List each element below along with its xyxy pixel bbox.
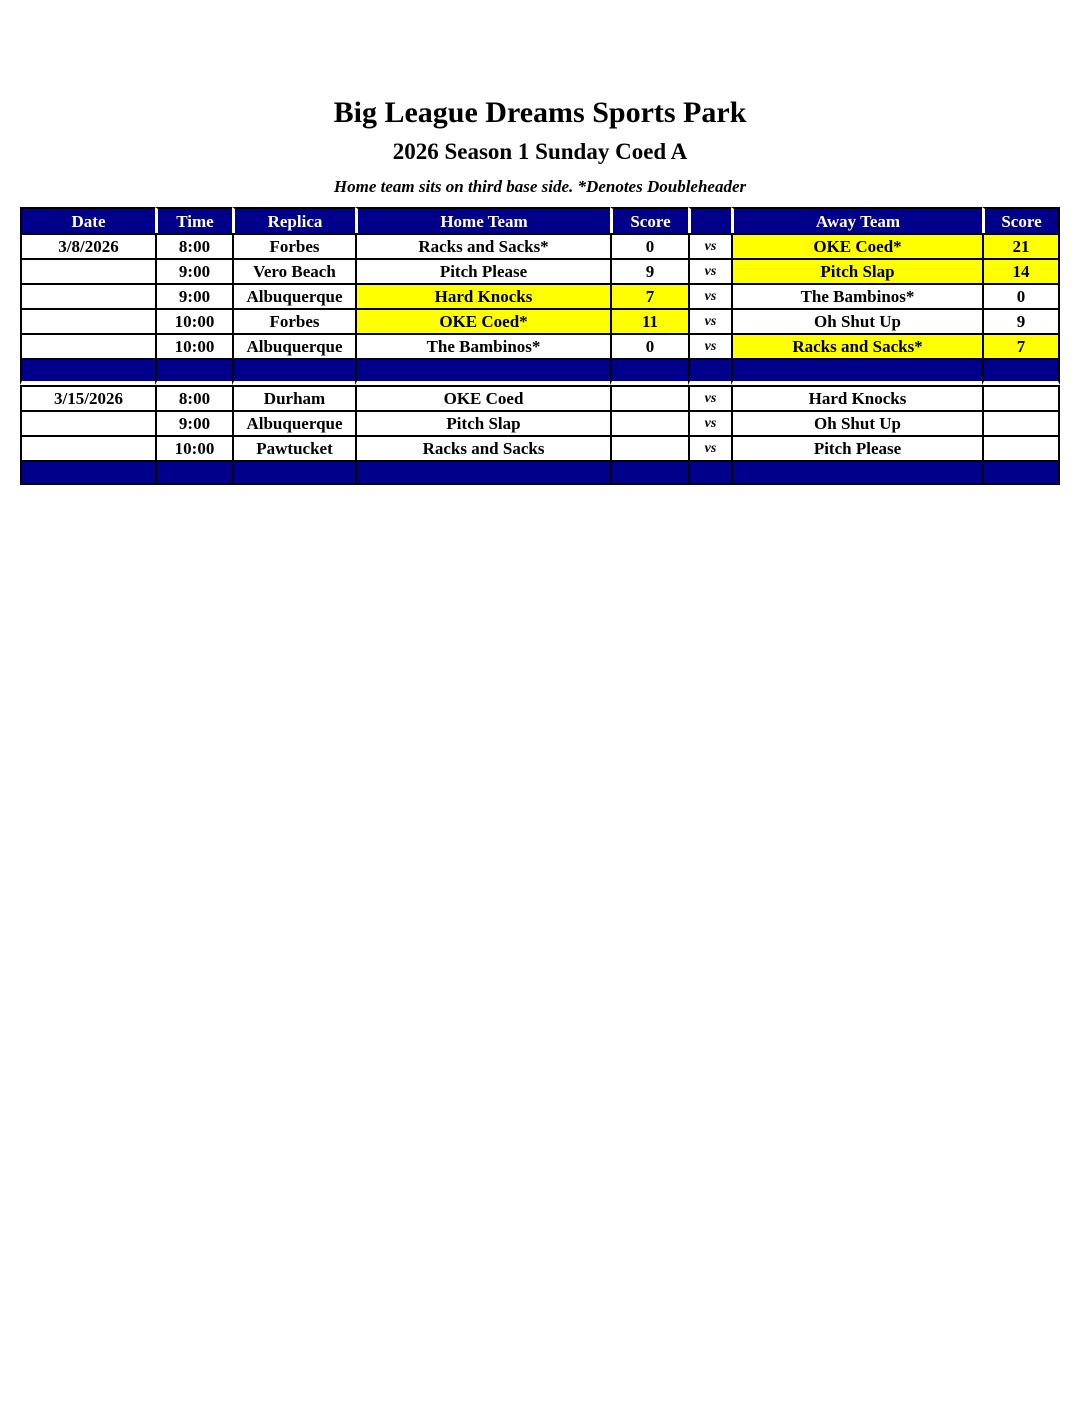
home-team-cell: OKE Coed xyxy=(355,385,610,410)
home-team-cell: Pitch Please xyxy=(355,258,610,283)
away-score-cell xyxy=(982,385,1060,410)
game-row xyxy=(20,435,1060,460)
away-team-cell: Pitch Please xyxy=(731,435,982,460)
separator-cell xyxy=(982,358,1060,385)
schedule-table-body xyxy=(20,233,1060,485)
replica-cell: Albuquerque xyxy=(232,283,355,308)
separator-cell xyxy=(731,460,982,485)
home-team-cell: The Bambinos* xyxy=(355,333,610,358)
col-header-home-score: Score xyxy=(610,207,688,233)
game-row xyxy=(20,308,1060,333)
home-score-cell: 0 xyxy=(610,233,688,258)
replica-cell: Forbes xyxy=(232,233,355,258)
date-cell xyxy=(20,283,155,308)
away-team-cell: Pitch Slap xyxy=(731,258,982,283)
time-cell: 9:00 xyxy=(155,283,232,308)
date-cell xyxy=(20,435,155,460)
page-title: Big League Dreams Sports Park xyxy=(333,96,747,129)
vs-cell: vs xyxy=(688,385,731,410)
home-team-cell: Pitch Slap xyxy=(355,410,610,435)
schedule-page xyxy=(0,0,1088,485)
separator-cell xyxy=(232,460,355,485)
col-header-replica: Replica xyxy=(232,207,355,233)
col-header-time: Time xyxy=(155,207,232,233)
separator-row xyxy=(20,358,1060,385)
replica-cell: Vero Beach xyxy=(232,258,355,283)
away-score-cell: 7 xyxy=(982,333,1060,358)
time-cell: 8:00 xyxy=(155,233,232,258)
vs-cell: vs xyxy=(688,435,731,460)
page-header xyxy=(20,97,1060,195)
time-cell: 9:00 xyxy=(155,258,232,283)
separator-cell xyxy=(688,460,731,485)
separator-cell xyxy=(610,358,688,385)
time-cell: 10:00 xyxy=(155,333,232,358)
away-team-cell: OKE Coed* xyxy=(731,233,982,258)
game-row xyxy=(20,283,1060,308)
date-cell: 3/8/2026 xyxy=(20,233,155,258)
away-score-cell: 9 xyxy=(982,308,1060,333)
date-cell xyxy=(20,410,155,435)
separator-cell xyxy=(232,358,355,385)
separator-cell xyxy=(982,460,1060,485)
col-header-home-team: Home Team xyxy=(355,207,610,233)
separator-cell xyxy=(610,460,688,485)
vs-cell: vs xyxy=(688,308,731,333)
home-team-cell: Racks and Sacks xyxy=(355,435,610,460)
away-team-cell: Oh Shut Up xyxy=(731,308,982,333)
game-row xyxy=(20,410,1060,435)
vs-cell: vs xyxy=(688,258,731,283)
vs-cell: vs xyxy=(688,233,731,258)
separator-cell xyxy=(20,358,155,385)
separator-cell xyxy=(20,460,155,485)
replica-cell: Albuquerque xyxy=(232,333,355,358)
col-header-vs xyxy=(688,207,731,233)
separator-cell xyxy=(155,358,232,385)
home-score-cell xyxy=(610,385,688,410)
date-cell xyxy=(20,333,155,358)
date-cell xyxy=(20,258,155,283)
home-team-cell: Hard Knocks xyxy=(355,283,610,308)
vs-cell: vs xyxy=(688,333,731,358)
col-header-away-score: Score xyxy=(982,207,1060,233)
home-team-cell: Racks and Sacks* xyxy=(355,233,610,258)
away-team-cell: Hard Knocks xyxy=(731,385,982,410)
home-score-cell: 7 xyxy=(610,283,688,308)
schedule-note: Home team sits on third base side. *Denotes Doubleheader xyxy=(333,176,747,196)
away-score-cell xyxy=(982,435,1060,460)
away-team-cell: Oh Shut Up xyxy=(731,410,982,435)
vs-cell: vs xyxy=(688,283,731,308)
home-score-cell: 9 xyxy=(610,258,688,283)
game-row xyxy=(20,258,1060,283)
game-row xyxy=(20,233,1060,258)
home-score-cell: 0 xyxy=(610,333,688,358)
separator-cell xyxy=(688,358,731,385)
away-score-cell: 0 xyxy=(982,283,1060,308)
separator-cell xyxy=(731,358,982,385)
time-cell: 9:00 xyxy=(155,410,232,435)
separator-row xyxy=(20,460,1060,485)
away-score-cell xyxy=(982,410,1060,435)
time-cell: 8:00 xyxy=(155,385,232,410)
date-cell xyxy=(20,308,155,333)
separator-cell xyxy=(355,460,610,485)
replica-cell: Forbes xyxy=(232,308,355,333)
page-subtitle: 2026 Season 1 Sunday Coed A xyxy=(392,138,688,164)
replica-cell: Pawtucket xyxy=(232,435,355,460)
col-header-away-team: Away Team xyxy=(731,207,982,233)
schedule-table xyxy=(20,207,1060,485)
replica-cell: Durham xyxy=(232,385,355,410)
time-cell: 10:00 xyxy=(155,308,232,333)
home-score-cell xyxy=(610,410,688,435)
vs-cell: vs xyxy=(688,410,731,435)
away-team-cell: Racks and Sacks* xyxy=(731,333,982,358)
away-score-cell: 14 xyxy=(982,258,1060,283)
away-score-cell: 21 xyxy=(982,233,1060,258)
replica-cell: Albuquerque xyxy=(232,410,355,435)
separator-cell xyxy=(355,358,610,385)
time-cell: 10:00 xyxy=(155,435,232,460)
game-row xyxy=(20,385,1060,410)
game-row xyxy=(20,333,1060,358)
date-cell: 3/15/2026 xyxy=(20,385,155,410)
away-team-cell: The Bambinos* xyxy=(731,283,982,308)
home-score-cell: 11 xyxy=(610,308,688,333)
home-team-cell: OKE Coed* xyxy=(355,308,610,333)
table-header-row xyxy=(20,207,1060,233)
home-score-cell xyxy=(610,435,688,460)
col-header-date: Date xyxy=(20,207,155,233)
separator-cell xyxy=(155,460,232,485)
